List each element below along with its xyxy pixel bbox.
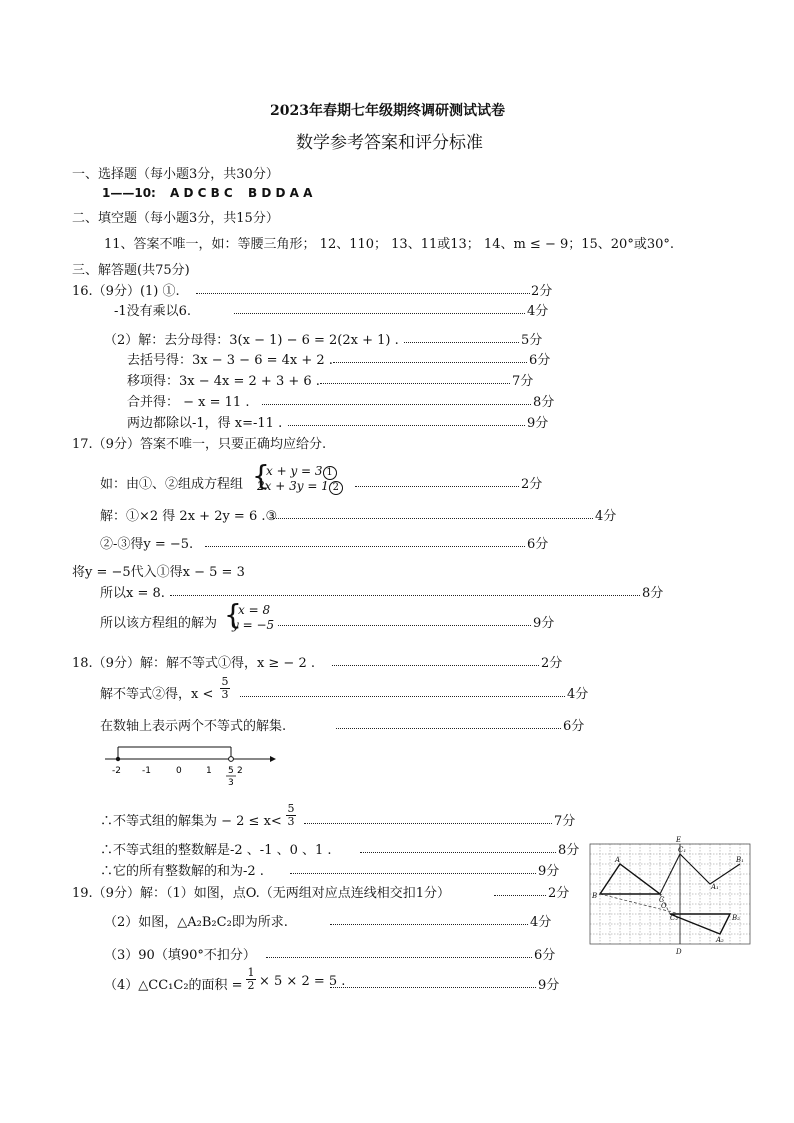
- fig-label-a: A: [615, 856, 621, 864]
- leader-dots: [333, 362, 527, 363]
- leader-dots: [336, 728, 561, 729]
- q16-score-2: 4分: [527, 304, 549, 319]
- section-2-answers: 11、答案不唯一，如：等腰三角形； 12、110； 13、11或13； 14、m ≤ − 9；15、20°或30°.: [104, 237, 675, 252]
- q17-score-4: 6分: [527, 537, 549, 552]
- leader-dots: [278, 625, 531, 626]
- q16-score-6: 8分: [533, 395, 555, 410]
- fraction-1-2: [246, 967, 256, 992]
- q19-score-2: 4分: [530, 915, 552, 930]
- leader-dots: [330, 987, 536, 988]
- q18-line-1: 18.（9分）解：解不等式①得，x ≥ − 2 .: [72, 656, 315, 671]
- q18-score-1: 2分: [541, 656, 563, 671]
- fig-label-c: C: [659, 896, 665, 904]
- q16-score-4: 6分: [529, 353, 551, 368]
- q17-line-2: 如：由①、②组成方程组: [100, 477, 244, 492]
- q17-equation-1: [266, 464, 337, 480]
- q17-score-7: 9分: [533, 616, 555, 631]
- rotation-grid-figure: [588, 832, 754, 958]
- q19-line-4: （4）△CC₁C₂的面积 =: [104, 978, 243, 993]
- q19-score-4: 9分: [538, 978, 560, 993]
- q18-score-2: 4分: [567, 687, 589, 702]
- q17-line-5: 将y = −5代入①得x − 5 = 3: [72, 565, 245, 580]
- q17-line-1: 17.（9分）答案不唯一，只要正确均应给分.: [72, 437, 327, 452]
- circled-label-1: 1: [323, 466, 337, 480]
- section-1-answers-1-5: A D C B C: [170, 186, 233, 200]
- axis-frac-den: 3: [228, 778, 234, 788]
- q17-score-2: 2分: [521, 477, 543, 492]
- leader-dots: [240, 696, 565, 697]
- q17-line-7: 所以该方程组的解为: [100, 616, 218, 631]
- fig-label-b1: B₁: [736, 856, 744, 864]
- q17-line-6: 所以x = 8.: [100, 586, 165, 601]
- q16-line-5: 移项得：3x − 4x = 2 + 3 + 6 .: [127, 374, 320, 389]
- leader-dots: [266, 957, 532, 958]
- q16-line-7: 两边都除以-1，得 x=-11 .: [127, 416, 283, 431]
- q18-line-6: ∴它的所有整数解的和为-2 .: [100, 864, 264, 879]
- q16-line-1: 16.（9分）(1) ①.: [72, 284, 180, 299]
- axis-tick-label: -2: [112, 766, 121, 776]
- q18-line-4: ∴不等式组的解集为 − 2 ≤ x<: [100, 814, 282, 829]
- leader-dots: [262, 404, 531, 405]
- leader-dots: [304, 823, 552, 824]
- axis-arrow: [270, 756, 276, 762]
- q17-line-4: ②-③得y = −5.: [100, 537, 194, 552]
- fraction-denominator: 3: [287, 815, 295, 828]
- fig-label-d: D: [676, 948, 682, 956]
- endpoint-open: [229, 757, 234, 762]
- fraction-numerator: 5: [221, 675, 229, 688]
- q19-line-2: （2）如图，△A₂B₂C₂即为所求.: [104, 915, 288, 930]
- q18-line-2: 解不等式②得，x <: [100, 687, 214, 702]
- leader-dots: [404, 342, 519, 343]
- leader-dots: [288, 425, 525, 426]
- leader-dots: [290, 873, 536, 874]
- axis-tick-label: 0: [176, 766, 182, 776]
- leader-dots: [360, 852, 556, 853]
- fig-label-e: E: [676, 836, 682, 844]
- q18-score-6: 9分: [538, 864, 560, 879]
- q16-score-3: 5分: [521, 333, 543, 348]
- page-title: 2023年春期七年级期终调研测试试卷: [270, 103, 505, 119]
- solution-brace: {: [224, 598, 242, 631]
- number-line-figure: [100, 738, 280, 790]
- leader-dots: [205, 546, 525, 547]
- leader-dots: [494, 895, 546, 896]
- q17-solution-x: x = 8: [238, 603, 271, 617]
- q19-score-1: 2分: [548, 886, 570, 901]
- section-1-heading: 一、选择题（每小题3分，共30分）: [72, 167, 279, 182]
- fraction-5-3-b: [286, 803, 296, 828]
- q19-score-3: 6分: [534, 948, 556, 963]
- q18-score-5: 8分: [558, 843, 580, 858]
- leader-dots: [170, 595, 640, 596]
- endpoint-closed: [116, 757, 120, 761]
- leader-dots: [196, 293, 530, 294]
- fig-label-a1: A₁: [711, 883, 719, 891]
- q18-score-3: 6分: [563, 719, 585, 734]
- q17-equation-2: [257, 479, 343, 495]
- leader-dots: [320, 383, 510, 384]
- leader-dots: [234, 313, 525, 314]
- circled-label-2: 2: [329, 481, 343, 495]
- system-brace: {: [252, 459, 270, 492]
- q16-score-5: 7分: [512, 374, 534, 389]
- leader-dots: [332, 665, 539, 666]
- q16-line-6: 合并得： − x = 11 .: [127, 395, 250, 410]
- q17-score-6: 8分: [642, 586, 664, 601]
- q16-line-3: （2）解：去分母得：3(x − 1) − 6 = 2(2x + 1) .: [104, 333, 399, 348]
- section-1-answers-6-10: B D D A A: [248, 186, 313, 200]
- fig-label-b2: B₂: [732, 914, 740, 922]
- leader-dots: [330, 924, 528, 925]
- q17-solution-y: y = −5: [232, 618, 275, 632]
- q17-score-3: 4分: [595, 509, 617, 524]
- fig-label-c2: C₂: [670, 914, 679, 922]
- axis-tick-label: 1: [206, 766, 212, 776]
- q16-line-2: -1没有乘以6.: [114, 304, 192, 319]
- leader-dots: [355, 486, 519, 487]
- fig-label-b: B: [592, 892, 598, 900]
- q18-line-5: ∴不等式组的整数解是-2 、-1 、0 、1 .: [100, 843, 332, 858]
- equation-1-text: x + y = 3: [266, 464, 323, 478]
- q16-score-7: 9分: [527, 416, 549, 431]
- fraction-numerator: 1: [247, 966, 255, 979]
- fig-label-c1: C₁: [678, 846, 687, 854]
- page-subtitle: 数学参考答案和评分标准: [296, 133, 483, 153]
- q19-line-4-tail: × 5 × 2 = 5 .: [259, 974, 346, 989]
- q17-line-3: 解：①×2 得 2x + 2y = 6 .③: [100, 509, 278, 524]
- q16-line-4: 去括号得：3x − 3 − 6 = 4x + 2 .: [127, 353, 333, 368]
- axis-tick-label: -1: [142, 766, 151, 776]
- q16-score-1: 2分: [531, 284, 553, 299]
- leader-dots: [273, 518, 593, 519]
- fraction-denominator: 2: [247, 979, 255, 992]
- fig-label-a2: A₂: [716, 936, 724, 944]
- fraction-denominator: 3: [221, 688, 229, 701]
- axis-tick-label: 2: [237, 766, 243, 776]
- q19-line-1: 19.（9分）解：（1）如图，点O.（无两组对应点连线相交扣1分）: [72, 886, 451, 901]
- fraction-5-3: [220, 676, 230, 701]
- q19-line-3: （3）90（填90°不扣分）: [104, 948, 256, 963]
- section-1-answer-prefix: 1——10:: [102, 186, 156, 200]
- equation-2-text: 2x + 3y = 1: [257, 479, 329, 493]
- fraction-numerator: 5: [287, 802, 295, 815]
- fig-label-o: O: [661, 902, 667, 910]
- q18-line-3: 在数轴上表示两个不等式的解集.: [100, 719, 287, 734]
- section-2-heading: 二、填空题（每小题3分，共15分）: [72, 211, 279, 226]
- section-3-heading: 三、解答题(共75分): [72, 263, 190, 278]
- axis-frac-num: 5: [228, 766, 234, 776]
- q18-score-4: 7分: [554, 814, 576, 829]
